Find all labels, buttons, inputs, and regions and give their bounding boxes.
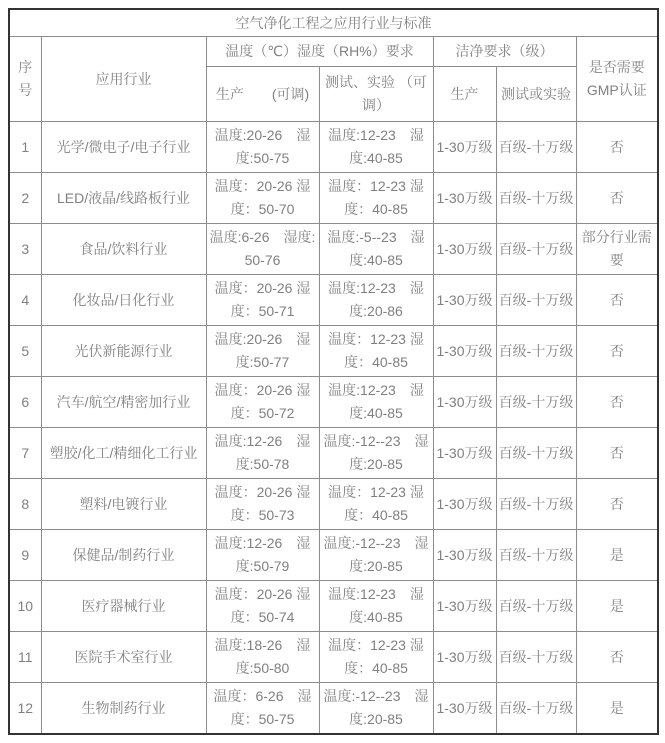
table-row — [9, 530, 658, 581]
cell-gmp: 是 — [576, 683, 658, 735]
cell-temp-test: 温度:-12--23 湿度:20-85 — [319, 683, 433, 735]
cell-temp-prod: 温度：20-26 湿度：50-73 — [206, 479, 319, 530]
cell-temp-test: 温度：12-23 湿度：40-85 — [319, 173, 433, 224]
cell-gmp: 是 — [576, 530, 658, 581]
cell-clean-prod: 1-30万级 — [433, 224, 496, 275]
cell-gmp: 否 — [576, 326, 658, 377]
header-col-gmp-line2: GMP认证 — [586, 82, 647, 98]
cell-temp-test: 温度：12-23 湿度：40-85 — [319, 479, 433, 530]
table-row — [9, 581, 658, 632]
cell-industry: 生物制药行业 — [41, 683, 206, 735]
cell-clean-prod: 1-30万级 — [433, 326, 496, 377]
table-row — [9, 683, 658, 735]
cell-row-number: 12 — [9, 683, 41, 735]
header-clean-prod: 生产 — [433, 67, 496, 122]
header-temp-test: 测试、实验 （可调） — [319, 67, 433, 122]
table-title-row — [9, 9, 658, 37]
cell-clean-prod: 1-30万级 — [433, 122, 496, 173]
cell-industry: 塑料/电镀行业 — [41, 479, 206, 530]
cell-temp-test: 温度:12-23 湿度:40-85 — [319, 122, 433, 173]
cell-row-number: 1 — [9, 122, 41, 173]
cell-industry: LED/液晶/线路板行业 — [41, 173, 206, 224]
table-row — [9, 377, 658, 428]
cell-gmp: 否 — [576, 122, 658, 173]
cell-clean-prod: 1-30万级 — [433, 479, 496, 530]
cell-gmp: 否 — [576, 632, 658, 683]
cell-clean-test: 百级-十万级 — [496, 479, 576, 530]
cell-row-number: 8 — [9, 479, 41, 530]
table-row — [9, 173, 658, 224]
cell-gmp: 否 — [576, 275, 658, 326]
header-group-temp-humidity: 温度（℃）湿度（RH%）要求 — [206, 37, 433, 67]
header-clean-test: 测试或实验 — [496, 67, 576, 122]
cell-temp-test: 温度:-12--23 湿度:20-85 — [319, 530, 433, 581]
cell-clean-prod: 1-30万级 — [433, 581, 496, 632]
cell-temp-test: 温度:12-23 湿度:40-85 — [319, 377, 433, 428]
cell-temp-test: 温度：12-23 湿度：40-85 — [319, 326, 433, 377]
cell-clean-prod: 1-30万级 — [433, 530, 496, 581]
table-row — [9, 275, 658, 326]
cell-temp-test: 温度：12-23 湿度：40-85 — [319, 632, 433, 683]
cell-gmp: 否 — [576, 377, 658, 428]
header-col-gmp — [576, 37, 658, 122]
cell-clean-test: 百级-十万级 — [496, 530, 576, 581]
cell-clean-prod: 1-30万级 — [433, 428, 496, 479]
cell-gmp: 否 — [576, 173, 658, 224]
cell-gmp: 否 — [576, 428, 658, 479]
table-row — [9, 479, 658, 530]
cell-row-number: 7 — [9, 428, 41, 479]
header-col-gmp-line1: 是否需要 — [588, 59, 645, 75]
cell-industry: 保健品/制药行业 — [41, 530, 206, 581]
cell-industry: 化妆品/日化行业 — [41, 275, 206, 326]
table-title: 空气净化工程之应用行业与标准 — [9, 9, 658, 37]
cell-temp-prod: 温度:20-26 湿度:50-75 — [206, 122, 319, 173]
cell-temp-test: 温度:-12--23 湿度:20-85 — [319, 428, 433, 479]
cell-gmp: 否 — [576, 479, 658, 530]
cell-temp-prod: 温度:18-26 湿度:50-80 — [206, 632, 319, 683]
cell-clean-prod: 1-30万级 — [433, 632, 496, 683]
table-row — [9, 428, 658, 479]
cell-industry: 医院手术室行业 — [41, 632, 206, 683]
cell-industry: 汽车/航空/精密加行业 — [41, 377, 206, 428]
cell-row-number: 3 — [9, 224, 41, 275]
cell-gmp: 是 — [576, 581, 658, 632]
cell-industry: 医疗器械行业 — [41, 581, 206, 632]
cell-temp-prod: 温度:12-26 湿度:50-79 — [206, 530, 319, 581]
table-row — [9, 224, 658, 275]
cell-temp-prod: 温度：6-26 湿度：50-75 — [206, 683, 319, 735]
header-col-no: 序号 — [9, 37, 41, 122]
cell-clean-test: 百级-十万级 — [496, 428, 576, 479]
cell-temp-prod: 温度：20-26 湿度：50-72 — [206, 377, 319, 428]
cell-temp-prod: 温度:6-26 湿度:50-76 — [206, 224, 319, 275]
cell-clean-test: 百级-十万级 — [496, 377, 576, 428]
cell-gmp: 部分行业需要 — [576, 224, 658, 275]
table-row — [9, 326, 658, 377]
cell-industry: 塑胶/化工/精细化工行业 — [41, 428, 206, 479]
cell-clean-test: 百级-十万级 — [496, 683, 576, 735]
cell-row-number: 5 — [9, 326, 41, 377]
cell-row-number: 6 — [9, 377, 41, 428]
cell-clean-test: 百级-十万级 — [496, 326, 576, 377]
header-temp-prod: 生产 (可调) — [206, 67, 319, 122]
cell-industry: 光伏新能源行业 — [41, 326, 206, 377]
cell-row-number: 4 — [9, 275, 41, 326]
cell-temp-test: 温度:12-23 湿度:20-86 — [319, 275, 433, 326]
cell-temp-test: 温度:12-23 湿度:40-85 — [319, 581, 433, 632]
industry-standards-table — [8, 8, 659, 735]
cell-temp-prod: 温度:20-26 湿度:50-77 — [206, 326, 319, 377]
group-header-row — [9, 37, 658, 67]
table-row — [9, 632, 658, 683]
cell-row-number: 10 — [9, 581, 41, 632]
cell-row-number: 11 — [9, 632, 41, 683]
header-col-industry: 应用行业 — [41, 37, 206, 122]
cell-clean-test: 百级-十万级 — [496, 581, 576, 632]
header-group-clean: 洁净要求（级） — [433, 37, 576, 67]
cell-temp-prod: 温度：20-26 湿度：50-71 — [206, 275, 319, 326]
cell-industry: 光学/微电子/电子行业 — [41, 122, 206, 173]
cell-clean-prod: 1-30万级 — [433, 683, 496, 735]
cell-clean-test: 百级-十万级 — [496, 224, 576, 275]
cell-temp-prod: 温度：20-26 湿度：50-70 — [206, 173, 319, 224]
cell-industry: 食品/饮料行业 — [41, 224, 206, 275]
cell-clean-prod: 1-30万级 — [433, 377, 496, 428]
cell-clean-test: 百级-十万级 — [496, 173, 576, 224]
cell-temp-prod: 温度:12-26 湿度:50-78 — [206, 428, 319, 479]
cell-clean-prod: 1-30万级 — [433, 275, 496, 326]
cell-clean-test: 百级-十万级 — [496, 275, 576, 326]
cell-clean-prod: 1-30万级 — [433, 173, 496, 224]
cell-clean-test: 百级-十万级 — [496, 122, 576, 173]
cell-clean-test: 百级-十万级 — [496, 632, 576, 683]
cell-row-number: 9 — [9, 530, 41, 581]
cell-temp-test: 温度:-5--23 湿度:40-85 — [319, 224, 433, 275]
cell-row-number: 2 — [9, 173, 41, 224]
cell-temp-prod: 温度：20-26 湿度：50-74 — [206, 581, 319, 632]
table-row — [9, 122, 658, 173]
